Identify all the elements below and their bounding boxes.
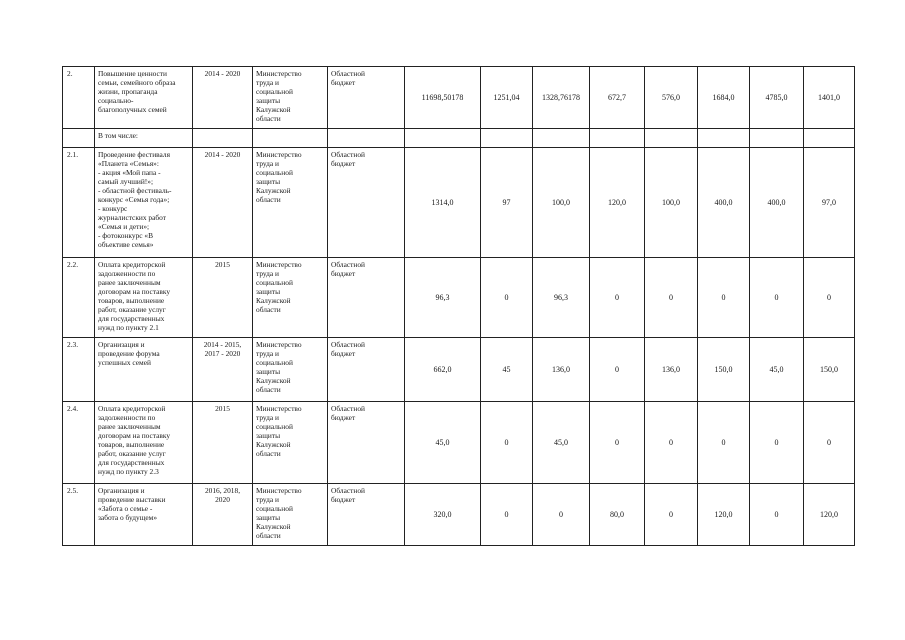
year-amount-cell: 0 (645, 258, 698, 338)
executor-cell (253, 148, 328, 258)
executor-cell-text: Министерство труда и социальной защиты Калужской области (256, 69, 302, 124)
funding-source-cell (328, 258, 405, 338)
executor-cell (253, 129, 328, 148)
period-cell-text: 2015 (215, 404, 230, 413)
year-amount-cell: 150,0 (804, 338, 855, 402)
period-cell (193, 129, 253, 148)
activity-name (95, 338, 193, 402)
year-amount-cell: 1328,76178 (533, 67, 590, 129)
year-amount-cell: 4785,0 (750, 67, 804, 129)
table-row (63, 67, 855, 129)
executor-cell (253, 402, 328, 484)
executor-cell-text: Министерство труда и социальной защиты Калужской области (256, 486, 302, 541)
row-number-text: 2.3. (67, 340, 79, 349)
year-amount-cell: 80,0 (590, 484, 645, 546)
total-amount-cell: 45,0 (405, 402, 481, 484)
year-amount-cell: 120,0 (698, 484, 750, 546)
executor-cell (253, 338, 328, 402)
year-amount-cell (804, 129, 855, 148)
row-number (63, 129, 95, 148)
year-amount-cell: 576,0 (645, 67, 698, 129)
year-amount-cell: 0 (804, 258, 855, 338)
year-amount-cell: 672,7 (590, 67, 645, 129)
activity-name-text: Проведение фестиваля «Планета «Семья»: - акция «Мой папа - самый лучший!»; - областной фестиваль- конкурс «Семья года»; - конкурс журналистских работ «Семья и дети»; - фотоконкурс «В объективе семья» (98, 150, 172, 250)
year-amount-cell (645, 129, 698, 148)
activity-name (95, 402, 193, 484)
year-amount-cell: 400,0 (750, 148, 804, 258)
year-amount-cell: 0 (698, 258, 750, 338)
year-amount-cell: 136,0 (645, 338, 698, 402)
funding-source-cell (328, 338, 405, 402)
year-amount-cell: 100,0 (533, 148, 590, 258)
period-cell (193, 338, 253, 402)
total-amount-cell: 96,3 (405, 258, 481, 338)
year-amount-cell: 96,3 (533, 258, 590, 338)
executor-cell-text: Министерство труда и социальной защиты Калужской области (256, 404, 302, 459)
period-cell (193, 402, 253, 484)
funding-source-cell-text: Областной бюджет (331, 404, 365, 423)
period-cell-text: 2015 (215, 260, 230, 269)
funding-source-cell-text: Областной бюджет (331, 69, 365, 88)
year-amount-cell: 120,0 (804, 484, 855, 546)
period-cell (193, 148, 253, 258)
table-row (63, 258, 855, 338)
row-number-text: 2.5. (67, 486, 79, 495)
year-amount-cell (698, 129, 750, 148)
year-amount-cell (590, 129, 645, 148)
table-row (63, 402, 855, 484)
program-table (62, 66, 855, 546)
funding-source-cell-text: Областной бюджет (331, 340, 365, 359)
year-amount-cell: 97,0 (804, 148, 855, 258)
period-cell-text: 2014 - 2020 (204, 150, 241, 159)
period-cell-text: 2014 - 2015, 2017 - 2020 (203, 340, 242, 359)
row-number-text: 2.1. (67, 150, 79, 159)
year-amount-cell (750, 129, 804, 148)
table-row (63, 484, 855, 546)
year-amount-cell: 0 (645, 484, 698, 546)
year-amount-cell: 0 (698, 402, 750, 484)
activity-name-text: Организация и проведение выставки «Забота о семье - забота о будущем» (98, 486, 166, 523)
total-amount-cell: 320,0 (405, 484, 481, 546)
year-amount-cell: 0 (804, 402, 855, 484)
row-number (63, 484, 95, 546)
row-number (63, 148, 95, 258)
activity-name (95, 148, 193, 258)
executor-cell (253, 67, 328, 129)
period-cell-text: 2014 - 2020 (204, 69, 241, 78)
activity-name-text: В том числе: (98, 131, 138, 140)
year-amount-cell: 45,0 (750, 338, 804, 402)
activity-name (95, 258, 193, 338)
year-amount-cell: 136,0 (533, 338, 590, 402)
year-amount-cell (481, 129, 533, 148)
year-amount-cell: 400,0 (698, 148, 750, 258)
activity-name (95, 129, 193, 148)
total-amount-cell (405, 129, 481, 148)
total-amount-cell: 11698,50178 (405, 67, 481, 129)
year-amount-cell: 0 (750, 484, 804, 546)
year-amount-cell: 0 (533, 484, 590, 546)
year-amount-cell: 0 (750, 258, 804, 338)
activity-name-text: Оплата кредиторской задолженности по ранее заключенным договорам на поставку товаров, выполнение работ, оказание услуг для государственных нужд по пункту 2.3 (98, 404, 171, 477)
activity-name-text: Организация и проведение форума успешных семей (98, 340, 160, 368)
funding-source-cell (328, 402, 405, 484)
funding-source-cell-text: Областной бюджет (331, 486, 365, 505)
period-cell (193, 484, 253, 546)
row-number (63, 338, 95, 402)
table-body (63, 67, 855, 546)
executor-cell (253, 258, 328, 338)
year-amount-cell: 45 (481, 338, 533, 402)
year-amount-cell: 0 (590, 258, 645, 338)
executor-cell-text: Министерство труда и социальной защиты Калужской области (256, 150, 302, 205)
row-number (63, 258, 95, 338)
row-number-text: 2. (67, 69, 73, 78)
year-amount-cell: 0 (481, 484, 533, 546)
year-amount-cell: 0 (481, 258, 533, 338)
table-row (63, 338, 855, 402)
row-number (63, 67, 95, 129)
total-amount-cell: 1314,0 (405, 148, 481, 258)
row-number (63, 402, 95, 484)
year-amount-cell: 120,0 (590, 148, 645, 258)
period-cell-text: 2016, 2018, 2020 (204, 486, 241, 505)
executor-cell-text: Министерство труда и социальной защиты Калужской области (256, 340, 302, 395)
total-amount-cell: 662,0 (405, 338, 481, 402)
executor-cell-text: Министерство труда и социальной защиты Калужской области (256, 260, 302, 315)
year-amount-cell: 1684,0 (698, 67, 750, 129)
year-amount-cell: 0 (590, 402, 645, 484)
year-amount-cell: 97 (481, 148, 533, 258)
row-number-text: 2.4. (67, 404, 79, 413)
year-amount-cell: 1401,0 (804, 67, 855, 129)
table-row (63, 129, 855, 148)
activity-name-text: Повышение ценности семьи, семейного образа жизни, пропаганда социально- благополучных семей (98, 69, 176, 115)
year-amount-cell: 1251,04 (481, 67, 533, 129)
executor-cell (253, 484, 328, 546)
year-amount-cell: 0 (750, 402, 804, 484)
year-amount-cell: 150,0 (698, 338, 750, 402)
activity-name (95, 67, 193, 129)
year-amount-cell: 0 (645, 402, 698, 484)
year-amount-cell: 0 (590, 338, 645, 402)
funding-source-cell-text: Областной бюджет (331, 260, 365, 279)
activity-name (95, 484, 193, 546)
period-cell (193, 67, 253, 129)
funding-source-cell (328, 67, 405, 129)
year-amount-cell: 100,0 (645, 148, 698, 258)
activity-name-text: Оплата кредиторской задолженности по ранее заключенным договорам на поставку товаров, выполнение работ, оказание услуг для государственных нужд по пункту 2.1 (98, 260, 171, 333)
year-amount-cell (533, 129, 590, 148)
funding-source-cell (328, 148, 405, 258)
funding-source-cell (328, 484, 405, 546)
year-amount-cell: 45,0 (533, 402, 590, 484)
funding-source-cell (328, 129, 405, 148)
table-row (63, 148, 855, 258)
year-amount-cell: 0 (481, 402, 533, 484)
row-number-text: 2.2. (67, 260, 79, 269)
period-cell (193, 258, 253, 338)
funding-source-cell-text: Областной бюджет (331, 150, 365, 169)
